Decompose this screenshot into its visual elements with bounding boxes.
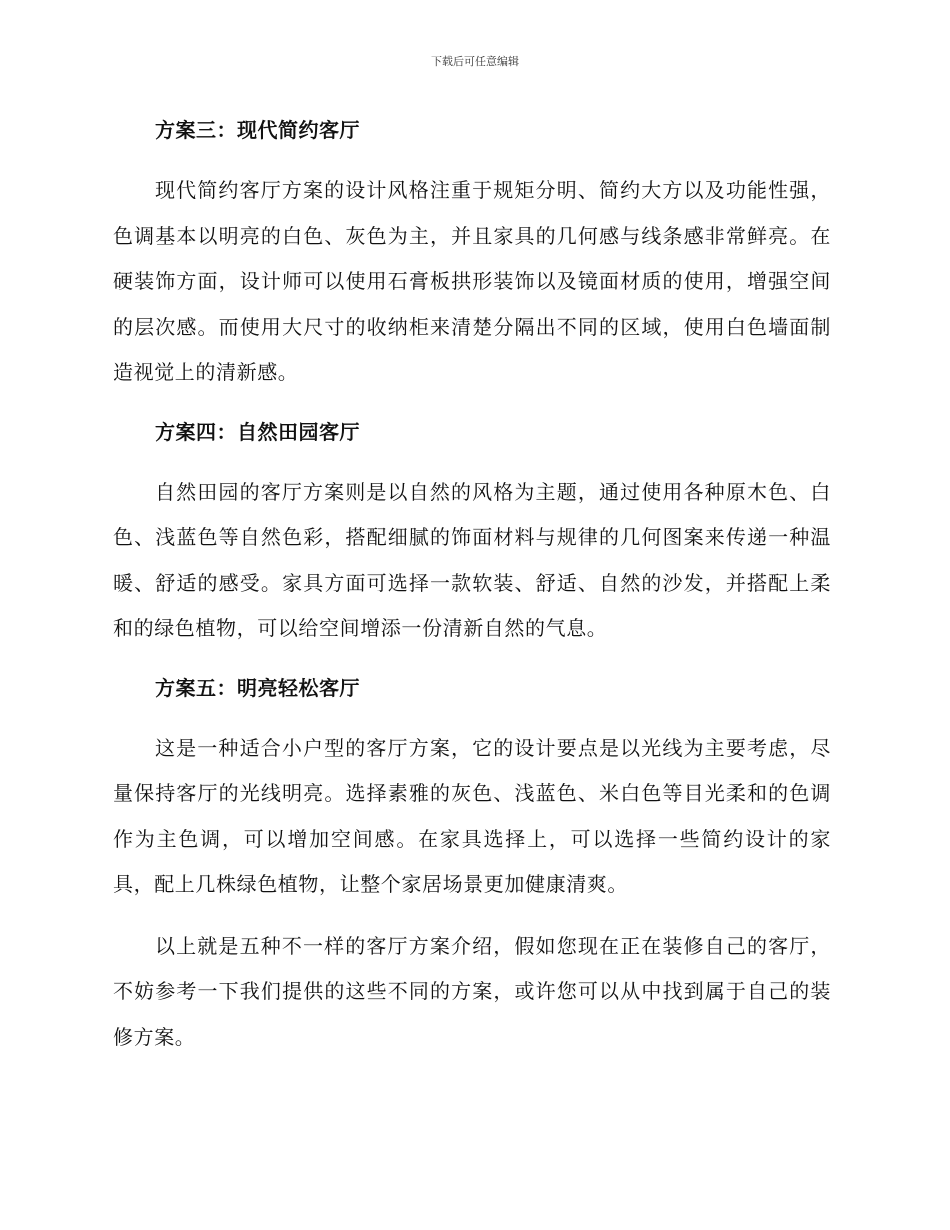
conclusion-paragraph: 以上就是五种不一样的客厅方案介绍，假如您现在正在装修自己的客厅，不妨参考一下我们提供的这些不同的方案，或许您可以从中找到属于自己的装修方案。 <box>113 933 831 1049</box>
section-heading-plan-5: 方案五：明亮轻松客厅 <box>155 675 360 700</box>
section-paragraph-plan-4: 自然田园的客厅方案则是以自然的风格为主题，通过使用各种原木色、白色、浅蓝色等自然色彩，搭配细腻的饰面材料与规律的几何图案来传递一种温暖、舒适的感受。家具方面可选择一款软装、舒适、自然的沙发，并搭配上柔和的绿色植物，可以给空间增添一份清新自然的气息。 <box>113 479 831 640</box>
header-note: 下载后可任意编辑 <box>431 55 519 68</box>
document-body <box>113 110 831 1060</box>
section-heading-plan-4: 方案四：自然田园客厅 <box>155 419 360 444</box>
section-paragraph-plan-3: 现代简约客厅方案的设计风格注重于规矩分明、简约大方以及功能性强，色调基本以明亮的白色、灰色为主，并且家具的几何感与线条感非常鲜亮。在硬装饰方面，设计师可以使用石膏板拱形装饰以及镜面材质的使用，增强空间的层次感。而使用大尺寸的收纳柜来清楚分隔出不同的区域，使用白色墙面制造视觉上的清新感。 <box>113 178 831 384</box>
section-paragraph-plan-5: 这是一种适合小户型的客厅方案，它的设计要点是以光线为主要考虑，尽量保持客厅的光线明亮。选择素雅的灰色、浅蓝色、米白色等目光柔和的色调作为主色调，可以增加空间感。在家具选择上，可以选择一些简约设计的家具，配上几株绿色植物，让整个家居场景更加健康清爽。 <box>113 735 831 896</box>
section-heading-plan-3: 方案三：现代简约客厅 <box>155 118 360 142</box>
